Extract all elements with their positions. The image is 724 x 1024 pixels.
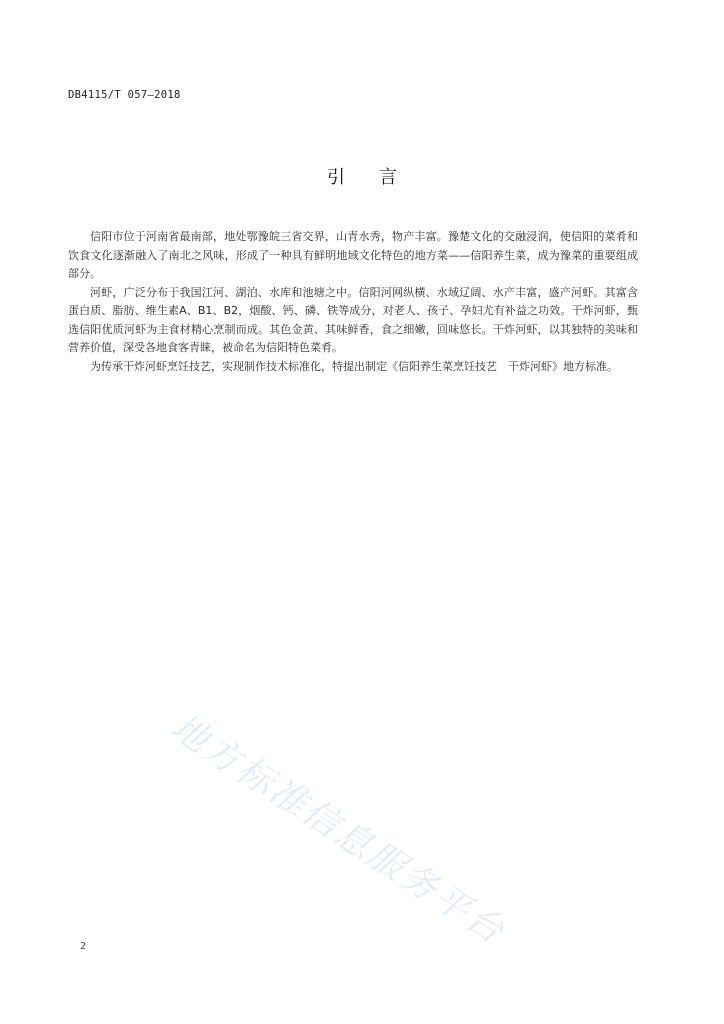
paragraph-1: 信阳市位于河南省最南部，地处鄂豫皖三省交界，山青水秀，物产丰富。豫楚文化的交融浸润，使信阳的菜肴和饮食文化逐渐融入了南北之风味，形成了一种具有鲜明地域文化特色的地方菜——信阳养生菜，成为豫菜的重要组成部分。 (68, 230, 638, 280)
page-title: 引言 (327, 167, 431, 188)
page-number: 2 (80, 941, 87, 952)
document-code: DB4115/T 057—2018 (68, 89, 181, 101)
paragraph-3: 为传承干炸河虾烹饪技艺，实现制作技术标准化，特提出制定《信阳养生菜烹饪技艺 干炸河虾》地方标准。 (90, 359, 618, 373)
introduction-body (68, 228, 638, 376)
paragraph-2: 河虾，广泛分布于我国江河、湖泊、水库和池塘之中。信阳河网纵横、水域辽阔、水产丰富，盛产河虾。其富含蛋白质、脂肪、维生素A、B1、B2，烟酸、钙、磷、铁等成分，对老人、孩子、孕妇尤有补益之功效。干炸河虾，甄选信阳优质河虾为主食材精心烹制而成。其色金黄、其味鲜香，食之细嫩，回味悠长。干炸河虾，以其独特的美味和营养价值，深受各地食客青睐，被命名为信阳特色菜肴。 (68, 285, 638, 354)
watermark: 地方标准信息服务平台 (163, 706, 513, 954)
